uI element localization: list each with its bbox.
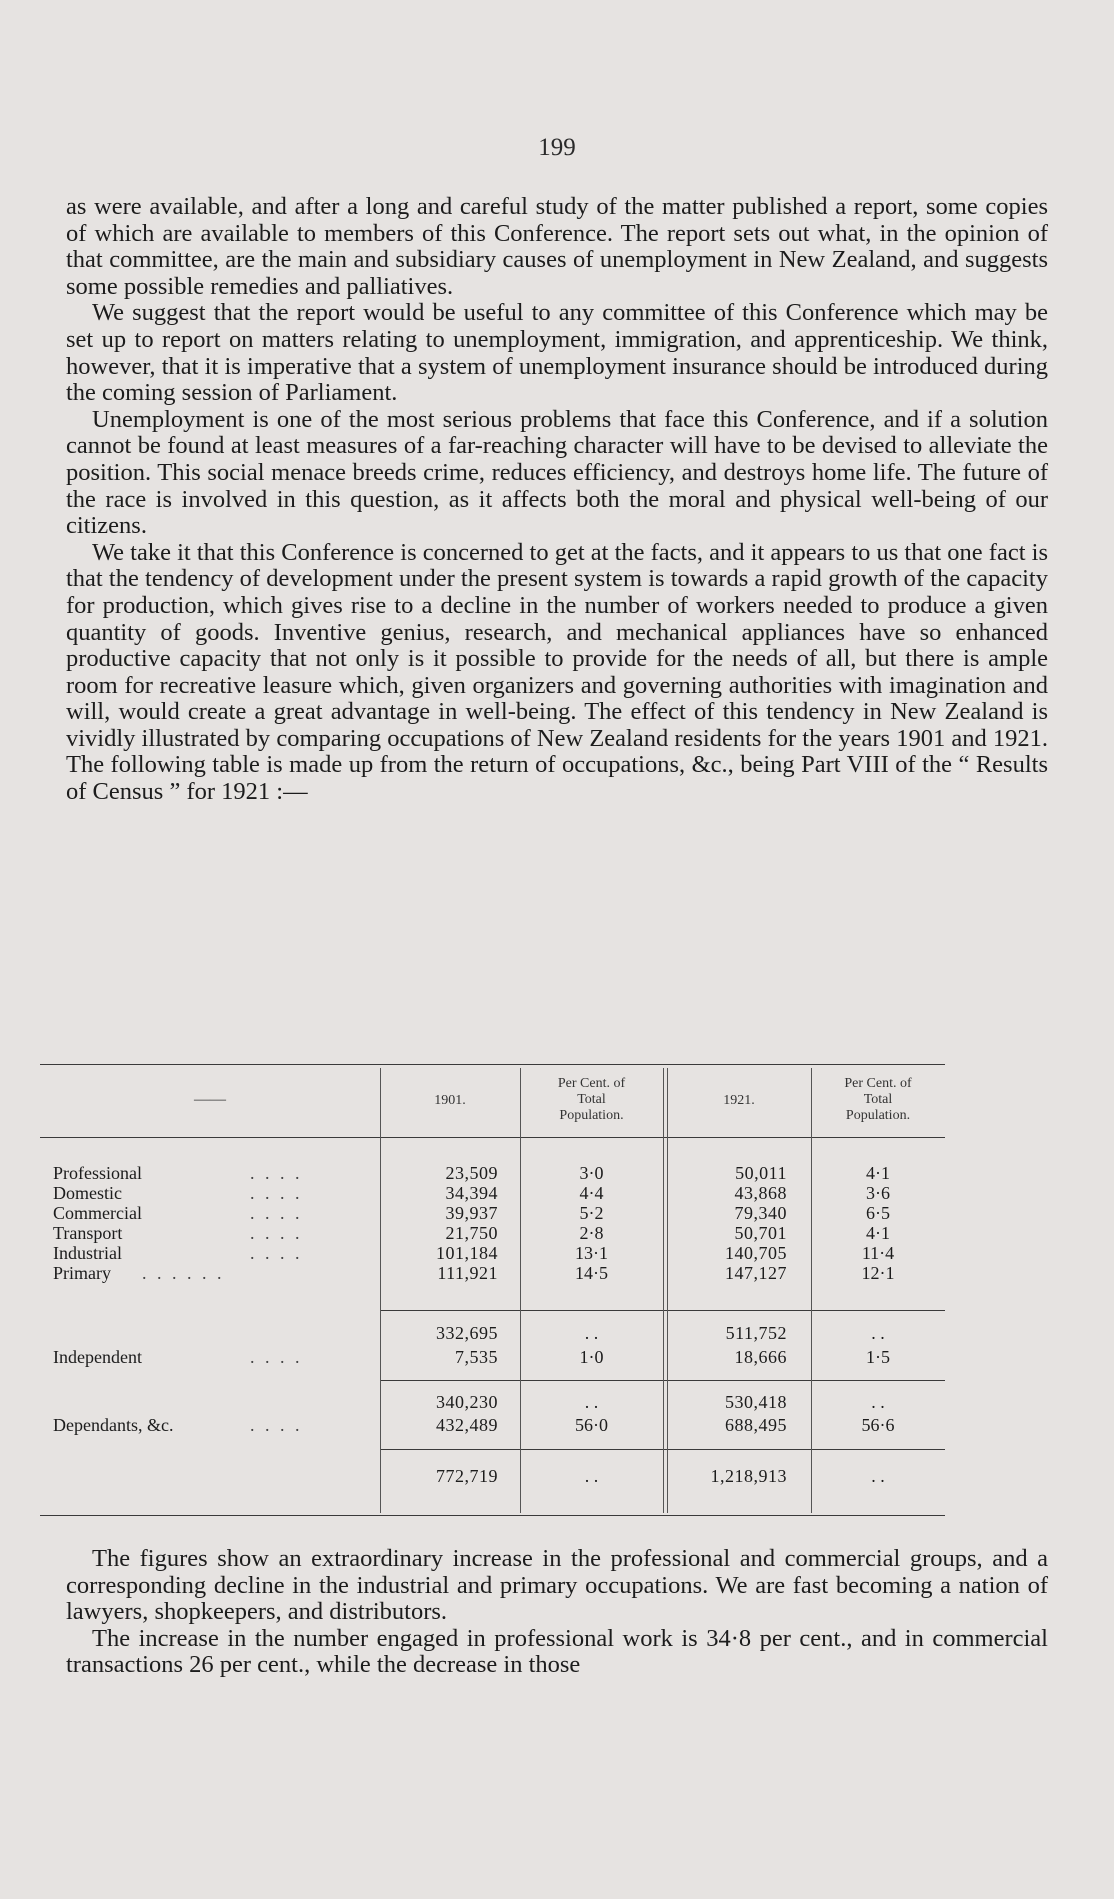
- value-1921: 530,418: [725, 1392, 787, 1412]
- pct-1901: 5·2: [579, 1203, 604, 1223]
- value-1921: 50,701: [734, 1223, 787, 1243]
- header-line: Per Cent. of: [844, 1076, 912, 1091]
- value-1901: 34,394: [445, 1183, 498, 1203]
- pct-1901: 4·4: [579, 1183, 604, 1203]
- body-text-bottom: [66, 1546, 1048, 1679]
- column-rule: [380, 1068, 381, 1513]
- value-1921: 43,868: [734, 1183, 787, 1203]
- pct-1921: 6·5: [866, 1203, 890, 1223]
- value-1921: 79,340: [734, 1203, 787, 1223]
- row-label: Transport: [53, 1223, 123, 1243]
- value-1921: 50,011: [735, 1163, 787, 1183]
- header-line: Total: [577, 1092, 606, 1107]
- value-1901: 23,509: [445, 1163, 498, 1183]
- row-label: Domestic: [53, 1183, 122, 1203]
- pct-1921: . .: [871, 1466, 885, 1486]
- header-line: Per Cent. of: [557, 1076, 626, 1091]
- value-1921: 511,752: [725, 1323, 787, 1343]
- pct-1901: 13·1: [575, 1243, 608, 1263]
- pct-1921: 4·1: [866, 1223, 890, 1243]
- header-bottom-rule: [40, 1137, 945, 1138]
- row-label: Commercial: [53, 1203, 142, 1223]
- pct-1921: 4·1: [866, 1163, 890, 1183]
- leader-dots: . . . . . .: [142, 1263, 225, 1283]
- header-line: Total: [863, 1092, 893, 1107]
- pct-1901: 56·0: [575, 1415, 608, 1435]
- pct-1901: 1·0: [579, 1347, 604, 1367]
- value-1921: 18,666: [734, 1347, 787, 1367]
- pct-1901: . .: [584, 1392, 599, 1412]
- value-1901: 7,535: [455, 1347, 498, 1367]
- value-1901: 101,184: [436, 1243, 498, 1263]
- row-label: Dependants, &c.: [53, 1415, 174, 1435]
- pct-1901: 3·0: [579, 1163, 604, 1183]
- row-label: Primary: [53, 1263, 111, 1283]
- header-1901: 1901.: [434, 1093, 466, 1108]
- paragraph: The figures show an extraordinary increase in the professional and commercial groups, and a corresponding decline in the industrial and primary occupations. We are fast becoming a nation of lawyers, shopkeepers, and distributors.: [66, 1545, 1048, 1626]
- value-1901: 340,230: [436, 1392, 498, 1412]
- header-line: Population.: [845, 1108, 911, 1123]
- page-number: 199: [538, 134, 576, 161]
- leader-dots: . . . .: [250, 1203, 303, 1223]
- leader-dots: . . . .: [250, 1415, 303, 1435]
- header-label: ——: [194, 1091, 226, 1108]
- value-1901: 21,750: [445, 1223, 498, 1243]
- pct-1901: 2·8: [579, 1223, 604, 1243]
- row-label: Independent: [53, 1347, 142, 1367]
- value-1901: 772,719: [436, 1466, 498, 1486]
- column-rule: [811, 1068, 812, 1513]
- pct-1921: . .: [871, 1323, 885, 1343]
- column-rule: [520, 1068, 521, 1513]
- table-bottom-rule: [40, 1515, 945, 1516]
- body-text-top: [66, 194, 1048, 806]
- pct-1901: . .: [584, 1466, 599, 1486]
- paragraph: as were available, and after a long and careful study of the matter published a report, some copies of which are available to members of this Conference. The report sets out what, in the opinion of that committee, are the main and subsidiary causes of unemployment in New Zealand, and suggests some possible remedies and palliatives.: [66, 193, 1048, 300]
- value-1921: 688,495: [725, 1415, 787, 1435]
- value-1901: 332,695: [436, 1323, 498, 1343]
- paragraph: Unemployment is one of the most serious problems that face this Conference, and if a solution cannot be found at least measures of a far-reaching character will have to be devised to alleviate the position. This social menace breeds crime, reduces efficiency, and destroys home life. The future of the race is involved in this question, as it affects both the moral and physical well-being of our citizens.: [66, 405, 1048, 540]
- paragraph: The increase in the number engaged in professional work is 34·8 per cent., and in commercial transactions 26 per cent., while the decrease in those: [66, 1624, 1048, 1679]
- row-label: Professional: [53, 1163, 142, 1183]
- pct-1901: . .: [584, 1323, 599, 1343]
- table-top-rule: [40, 1064, 945, 1065]
- column-rule: [663, 1068, 664, 1513]
- pct-1921: . .: [871, 1392, 885, 1412]
- leader-dots: . . . .: [250, 1183, 303, 1203]
- leader-dots: . . . .: [250, 1163, 303, 1183]
- paragraph: We take it that this Conference is concerned to get at the facts, and it appears to us that one fact is that the tendency of development under the present system is towards a rapid growth of the capacity for production, which gives rise to a decline in the number of workers needed to produce a given quantity of goods. Inventive genius, research, and mechanical appliances have so enhanced productive capacity that not only is it possible to provide for the needs of all, but there is ample room for recreative leasure which, given organizers and governing authorities with imagination and will, would create a great advantage in well-being. The effect of this tendency in New Zealand is vividly illustrated by comparing occupations of New Zealand residents for the years 1901 and 1921. The following table is made up from the return of occupations, &c., being Part VIII of the “ Results of Census ” for 1921 :—: [66, 538, 1048, 806]
- pct-1921: 1·5: [866, 1347, 890, 1367]
- value-1921: 147,127: [725, 1263, 787, 1283]
- paragraph: We suggest that the report would be useful to any committee of this Conference which may be set up to report on matters relating to unemployment, immigration, and apprenticeship. We think, however, that it is imperative that a system of unemployment insurance should be introduced during the coming session of Parliament.: [66, 299, 1048, 407]
- value-1901: 432,489: [436, 1415, 498, 1435]
- header-line: Population.: [559, 1108, 624, 1123]
- value-1921: 140,705: [725, 1243, 787, 1263]
- value-1901: 39,937: [445, 1203, 498, 1223]
- row-label: Industrial: [53, 1243, 122, 1263]
- header-pct-1921: [811, 1076, 945, 1124]
- column-rule: [667, 1068, 668, 1513]
- leader-dots: . . . .: [250, 1347, 303, 1367]
- value-1921: 1,218,913: [710, 1466, 787, 1486]
- pct-1921: 3·6: [866, 1183, 890, 1203]
- pct-1921: 56·6: [861, 1415, 895, 1435]
- leader-dots: . . . .: [250, 1243, 303, 1263]
- pct-1921: 11·4: [861, 1243, 895, 1263]
- pct-1901: 14·5: [575, 1263, 608, 1283]
- header-1921: 1921.: [723, 1093, 755, 1108]
- pct-1921: 12·1: [861, 1263, 895, 1283]
- header-pct-1901: [520, 1076, 663, 1124]
- value-1901: 111,921: [437, 1263, 498, 1283]
- leader-dots: . . . .: [250, 1223, 303, 1243]
